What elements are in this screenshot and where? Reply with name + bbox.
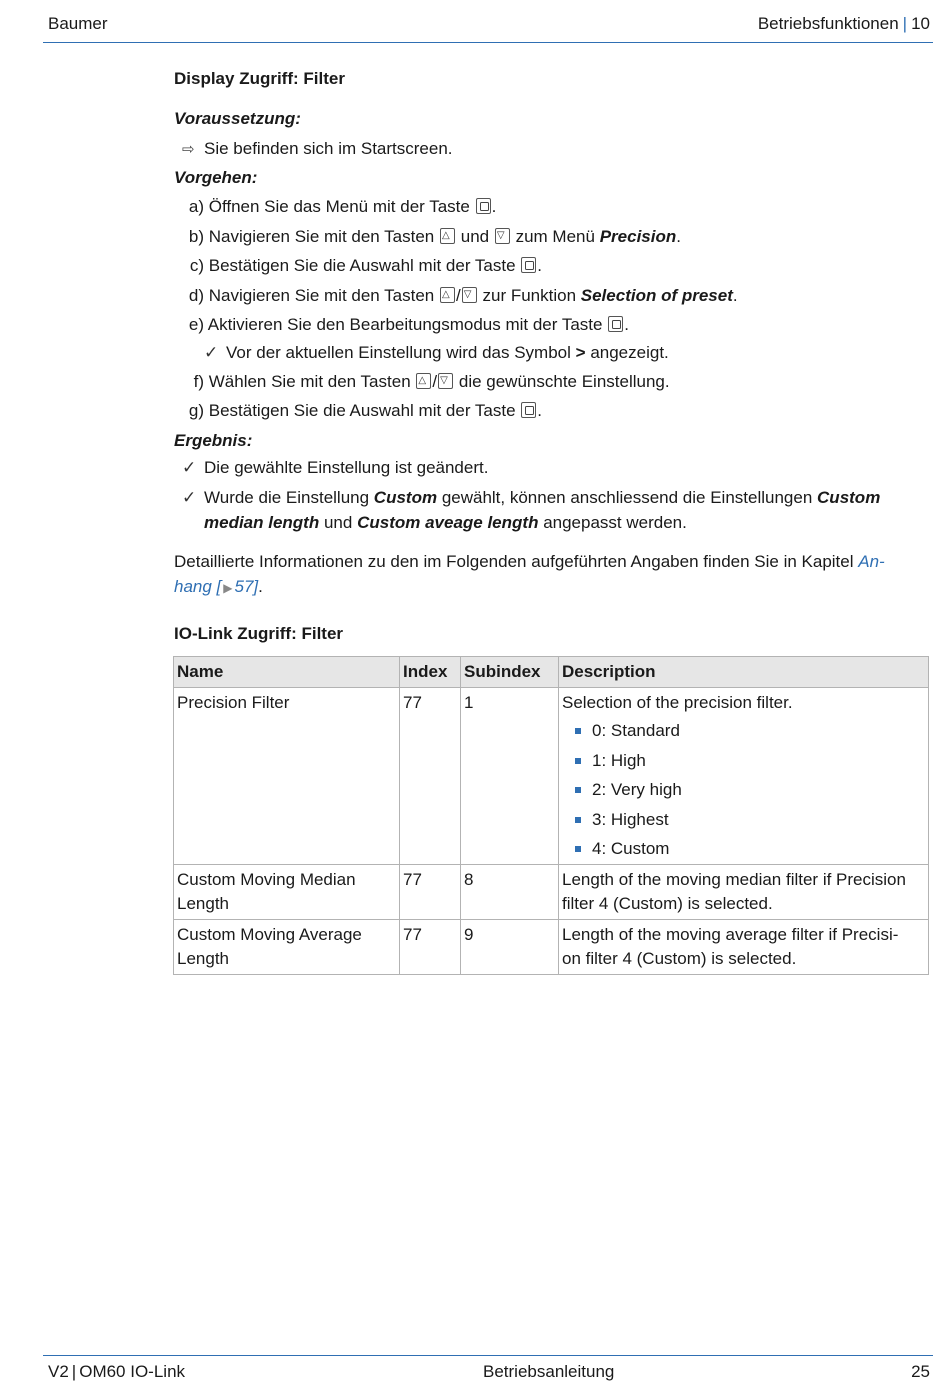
procedure-label: Vorgehen: <box>174 168 258 187</box>
list-item: 2: Very high <box>562 778 925 802</box>
footer-version-text: V2 <box>48 1362 69 1381</box>
cell-description <box>559 920 929 975</box>
enter-key-icon <box>521 257 536 273</box>
result-2-text: Wurde die Einstellung <box>204 488 370 507</box>
step-e-result <box>204 343 669 363</box>
step-f: f) Wählen Sie mit den Tasten △ / ▽ die gewünschte Einstellung. <box>174 372 670 392</box>
list-item: 3: Highest <box>562 808 925 832</box>
table-row <box>174 865 929 920</box>
step-letter: c) <box>189 256 204 275</box>
cell-description <box>559 688 929 865</box>
result-label: Ergebnis: <box>174 431 253 450</box>
cell-name-line-1: Custom Moving Average <box>177 925 362 944</box>
result-2-text-mid: gewählt, können anschliessend die Einstellungen <box>441 488 813 507</box>
cell-index: 77 <box>400 920 461 975</box>
cell-name-line-1: Custom Moving Median <box>177 870 356 889</box>
column-header-description: Description <box>559 657 929 688</box>
up-key-icon: △ <box>416 373 431 389</box>
setting-median-length: median length <box>204 513 320 532</box>
step-text-mid: und <box>460 227 490 246</box>
step-text-post: zur Funktion <box>482 286 577 305</box>
table-row <box>174 688 929 865</box>
setting-custom-2: Custom <box>817 488 881 507</box>
footer-page-number: 25 <box>911 1362 930 1381</box>
result-item-1 <box>182 458 488 478</box>
step-letter: e) <box>188 315 204 334</box>
result-2-end: angepasst werden. <box>543 513 687 532</box>
result-2-and: und <box>323 513 353 532</box>
checkmark-icon: ✓ <box>182 488 197 507</box>
option-list <box>562 719 925 861</box>
page-ref-arrow-icon: ▶ <box>223 581 233 595</box>
info-text: Detaillierte Informationen zu den im Folgenden aufgeführten Angaben finden Sie in Kapitel <box>174 552 854 571</box>
appendix-link-text: hang [ <box>174 577 222 596</box>
down-key-icon: ▽ <box>438 373 453 389</box>
menu-precision: Precision <box>599 227 677 246</box>
appendix-link-cont[interactable] <box>174 577 258 596</box>
cell-description-line-2: filter 4 (Custom) is selected. <box>562 894 773 913</box>
cell-subindex: 9 <box>461 920 559 975</box>
appendix-page-ref: 57] <box>234 577 259 596</box>
footer-product: OM60 IO-Link <box>79 1362 186 1381</box>
cell-description <box>559 865 929 920</box>
header-section-title: Betriebsfunktionen <box>757 14 899 33</box>
footer-version <box>48 1362 185 1382</box>
iolink-access-heading: IO-Link Zugriff: Filter <box>174 624 344 643</box>
up-key-icon: △ <box>440 287 455 303</box>
footer-doc-type: Betriebsanleitung <box>483 1362 615 1381</box>
cell-index: 77 <box>400 688 461 865</box>
parameter-table <box>173 656 929 975</box>
checkmark-icon: ✓ <box>204 343 219 362</box>
cell-index: 77 <box>400 865 461 920</box>
header-section-number: 10 <box>911 14 930 33</box>
step-text-post: zum Menü <box>515 227 595 246</box>
down-key-icon: ▽ <box>462 287 477 303</box>
step-text-post: die gewünschte Einstellung. <box>458 372 670 391</box>
step-text: Bestätigen Sie die Auswahl mit der Taste <box>208 256 516 275</box>
step-text: Bestätigen Sie die Auswahl mit der Taste <box>208 401 516 420</box>
cell-description-line-2: on filter 4 (Custom) is selected. <box>562 949 797 968</box>
step-e-result-post: angezeigt. <box>590 343 669 362</box>
result-item-2-cont <box>204 513 687 533</box>
display-access-heading: Display Zugriff: Filter <box>174 69 345 88</box>
footer-separator: | <box>71 1362 77 1381</box>
step-d: d) Navigieren Sie mit den Tasten △ / ▽ zur Funktion Selection of preset. <box>174 286 738 306</box>
column-header-index: Index <box>400 657 461 688</box>
cell-description-line-1: Length of the moving average filter if Precisi- <box>562 925 899 944</box>
enter-key-icon <box>476 198 491 214</box>
arrow-right-icon: ⇨ <box>182 141 195 158</box>
step-text: Öffnen Sie das Menü mit der Taste <box>208 197 470 216</box>
enter-key-icon <box>608 316 623 332</box>
step-text: Navigieren Sie mit den Tasten <box>208 227 435 246</box>
header-separator: | <box>902 14 908 33</box>
cell-name: Precision Filter <box>174 688 400 865</box>
checkmark-icon: ✓ <box>182 458 197 477</box>
info-end: . <box>258 577 263 596</box>
step-letter: f) <box>193 372 204 391</box>
prerequisite-item <box>182 139 453 159</box>
setting-custom: Custom <box>373 488 438 507</box>
prerequisite-label: Voraussetzung: <box>174 109 301 128</box>
cell-name <box>174 865 400 920</box>
step-text: Wählen Sie mit den Tasten <box>208 372 411 391</box>
description-text: Selection of the precision filter. <box>562 693 793 712</box>
cell-subindex: 8 <box>461 865 559 920</box>
cell-subindex: 1 <box>461 688 559 865</box>
step-letter: d) <box>188 286 204 305</box>
up-key-icon: △ <box>440 228 455 244</box>
appendix-link[interactable]: An- <box>858 552 885 571</box>
step-a: a) Öffnen Sie das Menü mit der Taste . <box>174 197 496 217</box>
step-letter: a) <box>188 197 204 216</box>
down-key-icon: ▽ <box>495 228 510 244</box>
header-rule <box>43 42 933 43</box>
info-paragraph <box>174 549 924 601</box>
step-e-result-pre: Vor der aktuellen Einstellung wird das Symbol <box>226 343 571 362</box>
symbol-indicator: > <box>575 343 586 362</box>
table-row <box>174 920 929 975</box>
list-item: 1: High <box>562 749 925 773</box>
table-header-row <box>174 657 929 688</box>
cell-name <box>174 920 400 975</box>
step-letter: b) <box>188 227 204 246</box>
result-item-2 <box>182 488 880 508</box>
cell-name-line-2: Length <box>177 894 229 913</box>
list-item: 0: Standard <box>562 719 925 743</box>
list-item: 4: Custom <box>562 837 925 861</box>
cell-description-line-1: Length of the moving median filter if Precision <box>562 870 906 889</box>
step-letter: g) <box>188 401 204 420</box>
column-header-subindex: Subindex <box>461 657 559 688</box>
step-e: e) Aktivieren Sie den Bearbeitungsmodus mit der Taste . <box>174 315 629 335</box>
step-b: b) Navigieren Sie mit den Tasten △ und ▽ zum Menü Precision. <box>174 227 681 247</box>
cell-name-line-2: Length <box>177 949 229 968</box>
header-company: Baumer <box>48 14 108 33</box>
step-c: c) Bestätigen Sie die Auswahl mit der Taste . <box>174 256 542 276</box>
setting-average-length: Custom aveage length <box>357 513 539 532</box>
result-1-text: Die gewählte Einstellung ist geändert. <box>204 458 489 477</box>
footer-rule <box>43 1355 933 1356</box>
enter-key-icon <box>521 402 536 418</box>
step-text: Navigieren Sie mit den Tasten <box>208 286 435 305</box>
prerequisite-text: Sie befinden sich im Startscreen. <box>204 139 453 158</box>
step-g: g) Bestätigen Sie die Auswahl mit der Taste . <box>174 401 542 421</box>
function-selection-of-preset: Selection of preset <box>580 286 733 305</box>
step-text: Aktivieren Sie den Bearbeitungsmodus mit der Taste <box>207 315 603 334</box>
column-header-name: Name <box>174 657 400 688</box>
header-section <box>758 14 930 34</box>
